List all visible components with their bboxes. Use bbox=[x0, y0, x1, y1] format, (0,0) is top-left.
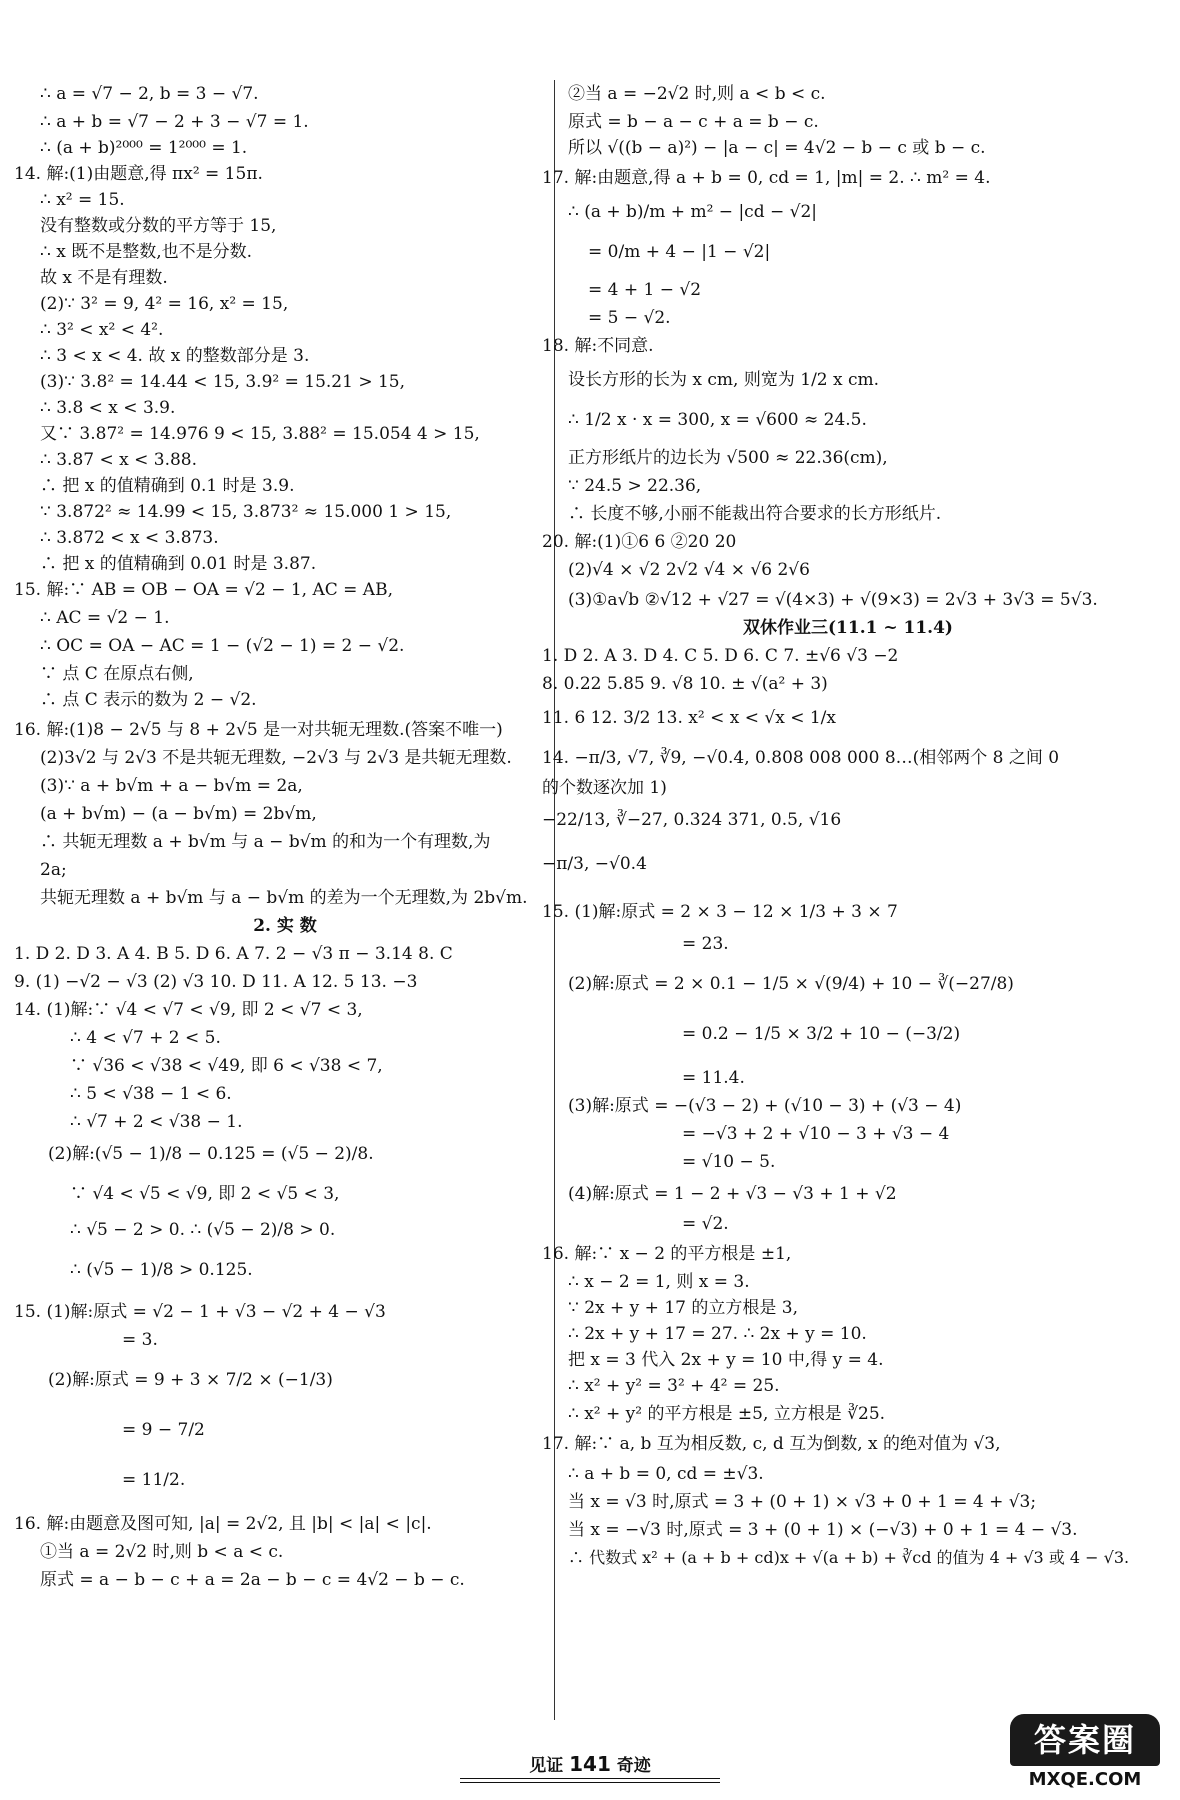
answer-line: ∵ √4 < √5 < √9, 即 2 < √5 < 3, bbox=[70, 1184, 340, 1204]
answer-line: ∵ 24.5 > 22.36, bbox=[568, 476, 702, 496]
answer-line: ∴ 点 C 表示的数为 2 − √2. bbox=[40, 690, 257, 710]
answer-line: 把 x = 3 代入 2x + y = 10 中,得 y = 4. bbox=[568, 1350, 884, 1370]
answer-line: ∴ OC = OA − AC = 1 − (√2 − 1) = 2 − √2. bbox=[40, 636, 405, 656]
choice-answers: 8. 0.22 5.85 9. √8 10. ± √(a² + 3) bbox=[542, 674, 828, 694]
answer-line: 共轭无理数 a + b√m 与 a − b√m 的差为一个无理数,为 2b√m. bbox=[40, 888, 528, 908]
answer-line: ∵ 2x + y + 17 的立方根是 3, bbox=[568, 1298, 798, 1318]
answer-line: ∴ x − 2 = 1, 则 x = 3. bbox=[568, 1272, 750, 1292]
answer-line: 的个数逐次加 1) bbox=[542, 778, 667, 798]
answer-line: ∴ 5 < √38 − 1 < 6. bbox=[70, 1084, 232, 1104]
answer-line: ∴ 3.8 < x < 3.9. bbox=[40, 398, 176, 418]
answer-line: ∵ √36 < √38 < √49, 即 6 < √38 < 7, bbox=[70, 1056, 383, 1076]
column-divider bbox=[554, 80, 555, 1720]
section-title: 双休作业三(11.1 ~ 11.4) bbox=[743, 618, 953, 638]
answer-line: ∴ 2x + y + 17 = 27. ∴ 2x + y = 10. bbox=[568, 1324, 867, 1344]
question-16: 16. 解:由题意及图可知, |a| = 2√2, 且 |b| < |a| < |c|. bbox=[14, 1514, 432, 1534]
answer-line: = 5 − √2. bbox=[588, 308, 671, 328]
footer-left-text: 见证 bbox=[529, 1756, 564, 1776]
answer-line: (3)∵ 3.8² = 14.44 < 15, 3.9² = 15.21 > 15, bbox=[40, 372, 406, 392]
watermark-title: 答案圈 bbox=[1010, 1714, 1160, 1766]
answer-line: = √2. bbox=[682, 1214, 729, 1234]
answer-line: = √10 − 5. bbox=[682, 1152, 776, 1172]
question-18: 18. 解:不同意. bbox=[542, 336, 654, 356]
answer-line: (4)解:原式 = 1 − 2 + √3 − √3 + 1 + √2 bbox=[568, 1184, 897, 1204]
answer-line: ∴ (a + b)/m + m² − |cd − √2| bbox=[568, 202, 817, 222]
answer-line: ∴ √5 − 2 > 0. ∴ (√5 − 2)/8 > 0. bbox=[70, 1220, 336, 1240]
answer-line: 没有整数或分数的平方等于 15, bbox=[40, 216, 277, 236]
answer-line: (2)√4 × √2 2√2 √4 × √6 2√6 bbox=[568, 560, 810, 580]
answer-line: (3)解:原式 = −(√3 − 2) + (√10 − 3) + (√3 − 4) bbox=[568, 1096, 962, 1116]
question-16: 16. 解:(1)8 − 2√5 与 8 + 2√5 是一对共轭无理数.(答案不唯一) bbox=[14, 720, 503, 740]
answer-line: ∴ (a + b)²⁰⁰⁰ = 1²⁰⁰⁰ = 1. bbox=[40, 138, 248, 158]
answer-line: ∴ x² = 15. bbox=[40, 190, 125, 210]
answer-line: ∴ 3 < x < 4. 故 x 的整数部分是 3. bbox=[40, 346, 310, 366]
question-15: 15. (1)解:原式 = 2 × 3 − 12 × 1/3 + 3 × 7 bbox=[542, 902, 898, 922]
watermark-url: MXQE.COM bbox=[1028, 1769, 1142, 1790]
answer-line: ∴ 把 x 的值精确到 0.01 时是 3.87. bbox=[40, 554, 317, 574]
answer-line: (2)解:原式 = 9 + 3 × 7/2 × (−1/3) bbox=[48, 1370, 333, 1390]
answer-line: = 11/2. bbox=[122, 1470, 186, 1490]
answer-line: ∴ a = √7 − 2, b = 3 − √7. bbox=[40, 84, 259, 104]
answer-line: ∴ 3.87 < x < 3.88. bbox=[40, 450, 198, 470]
answer-line: ∴ 3² < x² < 4². bbox=[40, 320, 164, 340]
answer-line: ∴ 把 x 的值精确到 0.1 时是 3.9. bbox=[40, 476, 295, 496]
answer-line: (2)3√2 与 2√3 不是共轭无理数, −2√3 与 2√3 是共轭无理数. bbox=[40, 748, 512, 768]
answer-line: = −√3 + 2 + √10 − 3 + √3 − 4 bbox=[682, 1124, 950, 1144]
answer-line: = 0/m + 4 − |1 − √2| bbox=[588, 242, 771, 262]
watermark-logo bbox=[1000, 1714, 1170, 1794]
answer-line: 原式 = a − b − c + a = 2a − b − c = 4√2 − b − c. bbox=[40, 1570, 465, 1590]
answer-line: ∴ 1/2 x · x = 300, x = √600 ≈ 24.5. bbox=[568, 410, 867, 430]
answer-line: = 0.2 − 1/5 × 3/2 + 10 − (−3/2) bbox=[682, 1024, 961, 1044]
answer-line: 所以 √((b − a)²) − |a − c| = 4√2 − b − c 或 b − c. bbox=[568, 138, 986, 158]
footer-rule bbox=[460, 1778, 720, 1779]
question-14: 14. 解:(1)由题意,得 πx² = 15π. bbox=[14, 164, 263, 184]
answer-line: = 23. bbox=[682, 934, 729, 954]
answer-line: (3)∵ a + b√m + a − b√m = 2a, bbox=[40, 776, 303, 796]
answer-line: ∵ 点 C 在原点右侧, bbox=[40, 664, 194, 684]
answer-line: (2)解:原式 = 2 × 0.1 − 1/5 × √(9/4) + 10 − ∛(−27/8) bbox=[568, 974, 1014, 994]
answer-line: 当 x = √3 时,原式 = 3 + (0 + 1) × √3 + 0 + 1 = 4 + √3; bbox=[568, 1492, 1037, 1512]
answer-line: 2a; bbox=[40, 860, 67, 880]
answer-line: 故 x 不是有理数. bbox=[40, 268, 168, 288]
answer-line: ∴ 长度不够,小丽不能裁出符合要求的长方形纸片. bbox=[568, 504, 942, 524]
answer-line: 又∵ 3.87² = 14.976 9 < 15, 3.88² = 15.054 4 > 15, bbox=[40, 424, 480, 444]
answer-line: ∴ (√5 − 1)/8 > 0.125. bbox=[70, 1260, 253, 1280]
answer-line: ②当 a = −2√2 时,则 a < b < c. bbox=[568, 84, 826, 104]
question-15: 15. (1)解:原式 = √2 − 1 + √3 − √2 + 4 − √3 bbox=[14, 1302, 386, 1322]
question-14: 14. (1)解:∵ √4 < √7 < √9, 即 2 < √7 < 3, bbox=[14, 1000, 363, 1020]
choice-answers: 9. (1) −√2 − √3 (2) √3 10. D 11. A 12. 5 13. −3 bbox=[14, 972, 418, 992]
footer-right-text: 奇迹 bbox=[616, 1756, 651, 1776]
answer-line: (a + b√m) − (a − b√m) = 2b√m, bbox=[40, 804, 317, 824]
answer-line: 当 x = −√3 时,原式 = 3 + (0 + 1) × (−√3) + 0 + 1 = 4 − √3. bbox=[568, 1520, 1078, 1540]
section-title: 2. 实 数 bbox=[253, 916, 317, 936]
answer-line: (3)①a√b ②√12 + √27 = √(4×3) + √(9×3) = 2√3 + 3√3 = 5√3. bbox=[568, 590, 1098, 610]
answer-line: (2)∵ 3² = 9, 4² = 16, x² = 15, bbox=[40, 294, 289, 314]
answer-line: 设长方形的长为 x cm, 则宽为 1/2 x cm. bbox=[568, 370, 880, 390]
answer-line: 正方形纸片的边长为 √500 ≈ 22.36(cm), bbox=[568, 448, 888, 468]
answer-line: ∴ √7 + 2 < √38 − 1. bbox=[70, 1112, 243, 1132]
choice-answers: 11. 6 12. 3/2 13. x² < x < √x < 1/x bbox=[542, 708, 836, 728]
answer-line: ∴ x 既不是整数,也不是分数. bbox=[40, 242, 253, 262]
answer-line: ∴ 共轭无理数 a + b√m 与 a − b√m 的和为一个有理数,为 bbox=[40, 832, 491, 852]
question-20: 20. 解:(1)①6 6 ②20 20 bbox=[542, 532, 737, 552]
answer-line: = 11.4. bbox=[682, 1068, 745, 1088]
answer-line: ①当 a = 2√2 时,则 b < a < c. bbox=[40, 1542, 284, 1562]
answer-line: ∴ 代数式 x² + (a + b + cd)x + √(a + b) + ∛cd 的值为 4 + √3 或 4 − √3. bbox=[568, 1548, 1130, 1567]
answer-line: ∴ x² + y² = 3² + 4² = 25. bbox=[568, 1376, 780, 1396]
answer-line: −π/3, −√0.4 bbox=[542, 854, 647, 874]
page-number: 141 bbox=[569, 1752, 611, 1776]
question-17: 17. 解:∵ a, b 互为相反数, c, d 互为倒数, x 的绝对值为 √3, bbox=[542, 1434, 1001, 1454]
question-17: 17. 解:由题意,得 a + b = 0, cd = 1, |m| = 2. ∴ m² = 4. bbox=[542, 168, 991, 188]
answer-line: ∴ a + b = 0, cd = ±√3. bbox=[568, 1464, 764, 1484]
answer-line: ∵ 3.872² ≈ 14.99 < 15, 3.873² ≈ 15.000 1 > 15, bbox=[40, 502, 452, 522]
answer-line: 原式 = b − a − c + a = b − c. bbox=[568, 112, 819, 132]
answer-line: ∴ a + b = √7 − 2 + 3 − √7 = 1. bbox=[40, 112, 309, 132]
question-16: 16. 解:∵ x − 2 的平方根是 ±1, bbox=[542, 1244, 792, 1264]
answer-line: = 9 − 7/2 bbox=[122, 1420, 205, 1440]
question-14: 14. −π/3, √7, ∛9, −√0.4, 0.808 008 000 8…(相邻两个 8 之间 0 bbox=[542, 748, 1060, 768]
choice-answers: 1. D 2. A 3. D 4. C 5. D 6. C 7. ±√6 √3 −2 bbox=[542, 646, 899, 666]
answer-line: = 4 + 1 − √2 bbox=[588, 280, 702, 300]
answer-line: = 3. bbox=[122, 1330, 158, 1350]
question-15: 15. 解:∵ AB = OB − OA = √2 − 1, AC = AB, bbox=[14, 580, 393, 600]
answer-line: −22/13, ∛−27, 0.324 371, 0.5, √16 bbox=[542, 810, 842, 830]
choice-answers: 1. D 2. D 3. A 4. B 5. D 6. A 7. 2 − √3 π − 3.14 8. C bbox=[14, 944, 453, 964]
answer-line: ∴ x² + y² 的平方根是 ±5, 立方根是 ∛25. bbox=[568, 1404, 886, 1424]
answer-line: (2)解:(√5 − 1)/8 − 0.125 = (√5 − 2)/8. bbox=[48, 1144, 374, 1164]
answer-line: ∴ AC = √2 − 1. bbox=[40, 608, 170, 628]
answer-line: ∴ 4 < √7 + 2 < 5. bbox=[70, 1028, 221, 1048]
answer-line: ∴ 3.872 < x < 3.873. bbox=[40, 528, 219, 548]
footer-rule bbox=[460, 1782, 720, 1783]
